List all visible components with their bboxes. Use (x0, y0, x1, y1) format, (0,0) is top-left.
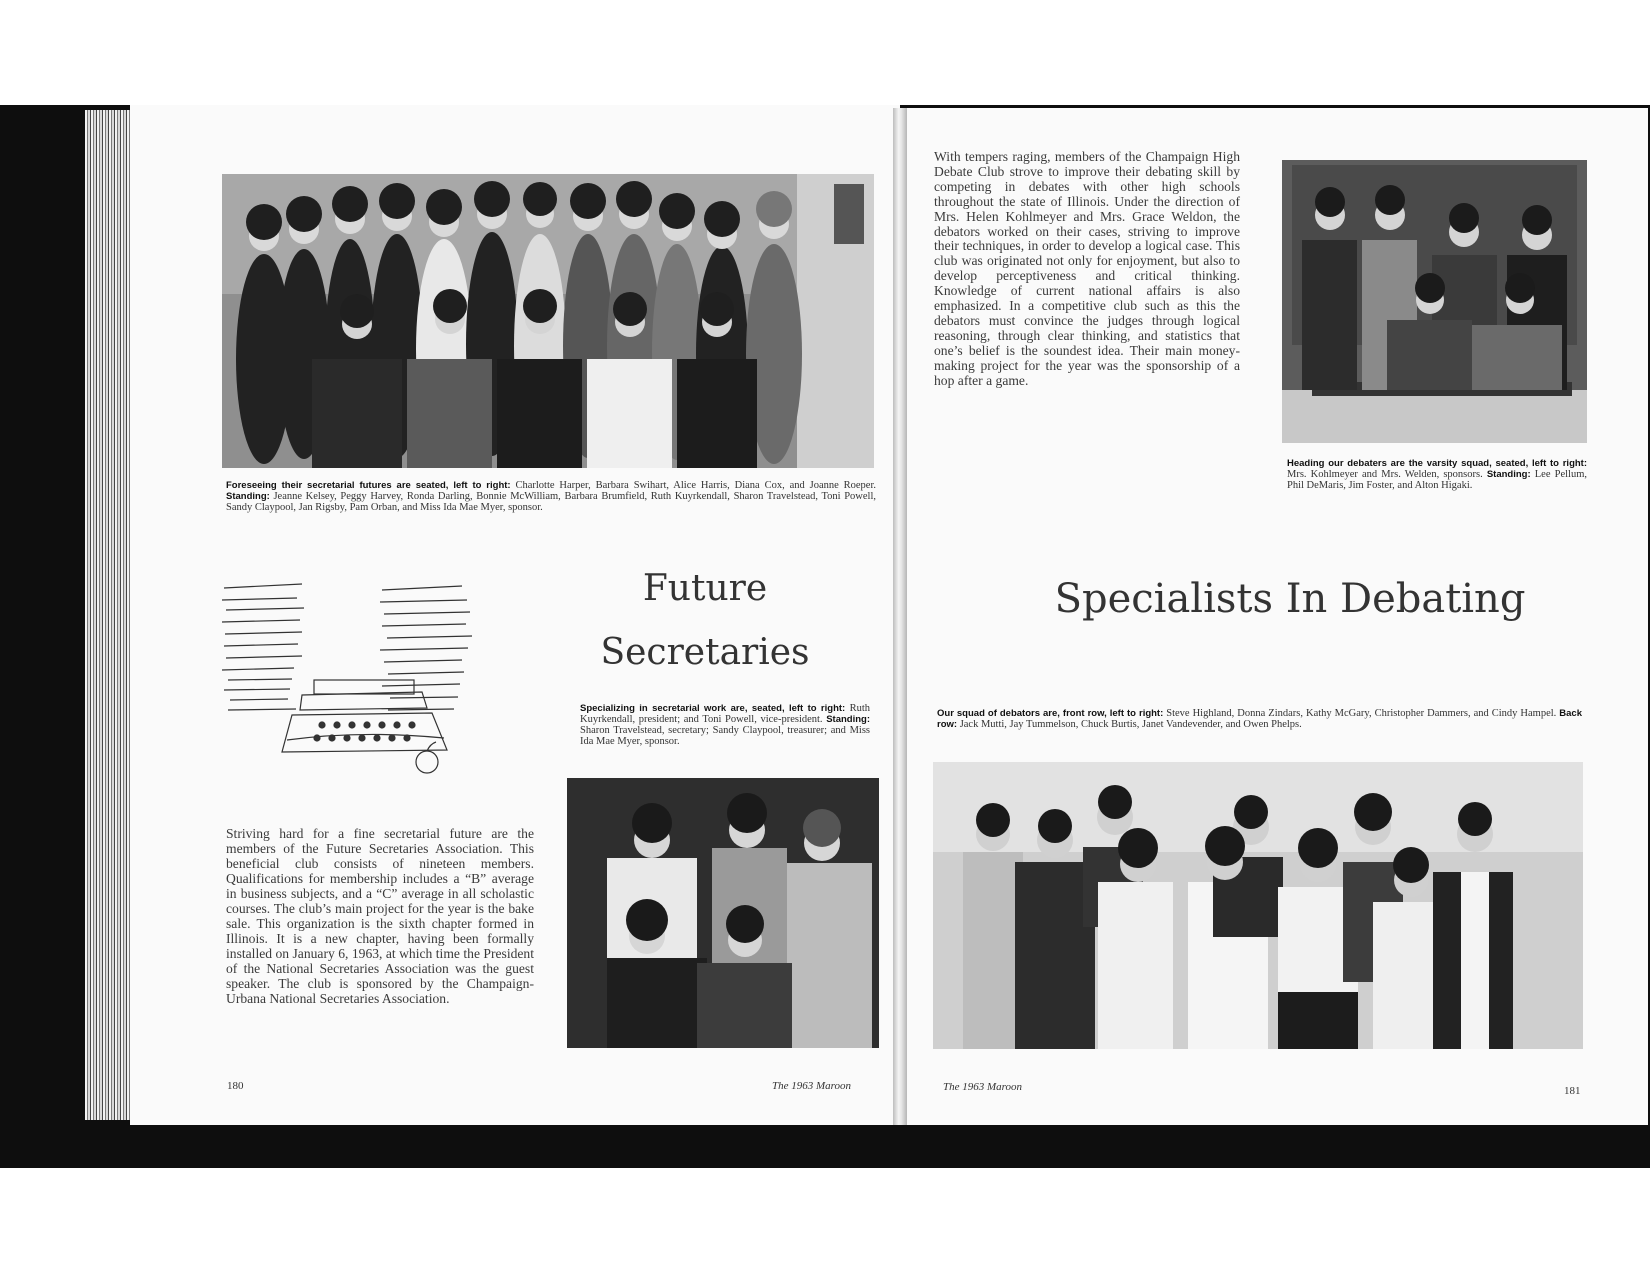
varsity-caption-standing: Lee Pellum, Phil DeMaris, Jim Foster, and Alton Higaki. (1287, 469, 1587, 491)
left-publication-name: The 1963 Maroon (772, 1080, 852, 1092)
left-page-number: 180 (227, 1080, 244, 1092)
future-secretaries-title-line2: Secretaries (600, 632, 810, 673)
caption-standing: Jeanne Kelsey, Peggy Harvey, Ronda Darling, Bonnie McWilliam, Barbara Brumfield, Ruth Kuyrkendall, Sharon Travelstead, Toni Powell, Sandy Claypool, Jan Rigsby, Pam Orban, and Miss Ida Mae Myer, sponsor. (226, 491, 877, 513)
officers-caption (580, 703, 870, 747)
right-page-number: 181 (1564, 1085, 1581, 1097)
varsity-caption-lead: Heading our debaters are the varsity squad, seated, left to right: (1287, 458, 1587, 469)
secretaries-group-caption (226, 480, 876, 513)
future-secretaries-title-line1: Future (642, 568, 768, 609)
secretaries-officers-photo (567, 778, 879, 1048)
squad-caption-back-label: Back row: (937, 708, 1582, 730)
secretaries-group-photo (222, 174, 874, 468)
varsity-debaters-photo (1282, 160, 1587, 443)
squad-caption-back: Jack Mutti, Jay Tummelson, Chuck Burtis, Janet Vandevender, and Owen Phelps. (959, 719, 1302, 730)
officers-caption-standing: Sharon Travelstead, secretary; Sandy Claypool, treasurer; and Miss Ida Mae Myer, sponsor. (580, 725, 870, 747)
specialists-in-debating-title: Specialists In Debating (1054, 576, 1526, 622)
right-publication-name: The 1963 Maroon (943, 1081, 1023, 1093)
varsity-caption-seated: Mrs. Kohlmeyer and Mrs. Welden, sponsors. (1287, 469, 1483, 480)
typewriter-sketch (222, 580, 492, 780)
book-gutter (893, 108, 907, 1125)
debating-body-text: With tempers raging, members of the Champaign High Debate Club strove to improve their debating skill by competing in debates with other high schools throughout the state of Illinois. Under the direction of Mrs. Helen Kohlmeyer and Mrs. Grace Weldon, the debators worked on their cases, striving to improve their techniques, in order to develop a logical case. This club was originated not only for enjoyment, but also to develop perceptiveness and critical thinking. Knowledge of current national affairs is also emphasized. In a competitive club such as this the debators must convince the judges through logical reasoning, through clear thinking, and statistics that one’s belief is the soundest idea. Their main money-making project for the year was the sponsorship of a hop after a game. (934, 149, 1240, 388)
officers-caption-standing-label: Standing: (826, 714, 870, 725)
caption-lead: Foreseeing their secretarial futures are seated, left to right: (226, 480, 511, 491)
squad-caption-lead: Our squad of debators are, front row, left to right: (937, 708, 1164, 719)
varsity-caption-standing-label: Standing: (1486, 469, 1531, 480)
squad-caption (937, 708, 1582, 730)
squad-caption-front: Steve Highland, Donna Zindars, Kathy McGary, Christopher Dammers, and Cindy Hampel. (1166, 708, 1557, 719)
caption-seated: Charlotte Harper, Barbara Swihart, Alice Harris, Diana Cox, and Joanne Roeper. (515, 480, 877, 491)
varsity-caption (1287, 458, 1587, 491)
caption-standing-label: Standing: (226, 491, 270, 502)
officers-caption-lead: Specializing in secretarial work are, seated, left to right: (580, 703, 846, 714)
officers-caption-seated: Ruth Kuyrkendall, president; and Toni Powell, vice-president. (580, 703, 870, 725)
secretaries-body-text: Striving hard for a fine secretarial future are the members of the Future Secretaries Association. This beneficial club consists of nineteen members. Qualifications for membership includes a “B” average in business subjects, and a “C” average in all scholastic courses. The club’s main project for the year is the bake sale. This organization is the sixth chapter formed in Illinois. It is a new chapter, having been formally installed on January 6, 1963, at which time the President of the National Secretaries Association was the guest speaker. The club is sponsored by the Champaign-Urbana National Secretaries Association. (226, 826, 534, 1006)
debate-squad-photo (933, 762, 1583, 1049)
